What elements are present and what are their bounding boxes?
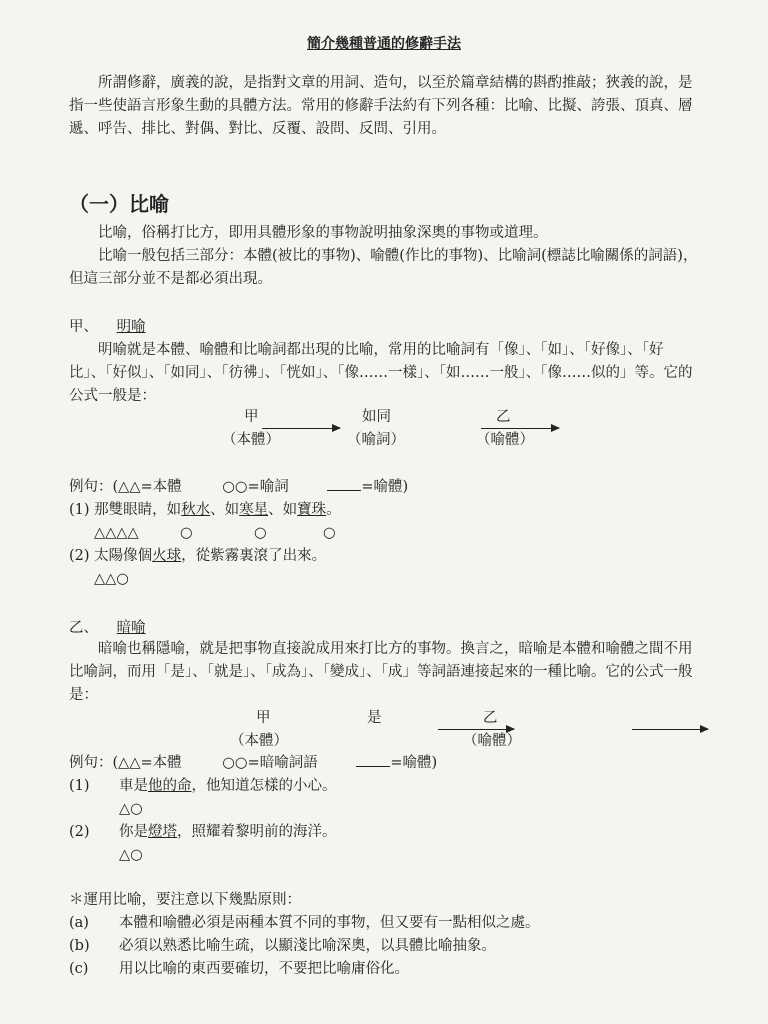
example-text: ，從紫霧裏滾了出來。 [181,548,327,564]
simile-example-1 [69,499,341,522]
legend-prefix: 例句：( [69,479,119,495]
example-text: 車是 [119,778,148,794]
arrow-icon [632,729,708,730]
example-text: 、如 [268,502,298,518]
example-vehicle: 寶珠 [297,502,327,518]
metaphor-example-1-number: (1) [69,778,90,794]
legend-marker: ○○=暗喻詞語 [222,755,318,771]
legend-vehicle: =喻體) [390,755,438,771]
intro-paragraph: 所謂修辭，廣義的說，是指對文章的用詞、造句，以至於篇章結構的斟酌推敲；狹義的說，是指一些使語言形象生動的具體方法。常用的修辭手法約有下列各種：比喻、比擬、誇張、頂真、層遞、呼告、排比、對偶、對比、反覆、設問、反問、引用。 [69,75,693,137]
simile-formula-a-note: （本體） [222,432,280,448]
notes-heading: ＊運用比喻，要注意以下幾點原則： [69,892,301,908]
example-text: 那雙眼睛，如 [94,502,182,518]
example-marks: △○ [119,801,143,817]
subheading-number: 乙、 [69,620,98,636]
metaphor-example-2 [119,821,337,844]
note-text: 用以比喻的東西要確切，不要把比喻庸俗化。 [119,961,409,977]
simile-formula-a: 甲 [244,409,259,425]
metaphor-parts: 比喻一般包括三部分：本體(被比的事物)、喻體(作比的事物)、比喻詞(標誌比喻關係的詞語)，但這三部分並不是都必須出現。 [69,248,698,287]
subheading-metaphor [69,617,146,640]
example-marks: △△△△ [94,525,139,541]
simile-definition: 明喻就是本體、喻體和比喻詞都出現的比喻，常用的比喻詞有「像」、「如」、「好像」、「好比」、「好似」、「如同」、「彷彿」、「恍如」、「像……一樣」、「如……一般」、「像……似的」等。它的公式一般是： [69,342,693,404]
example-marks: ○ [323,525,336,541]
metaphor-formula-c-note: （喻體） [463,733,521,749]
legend-prefix: 例句：( [69,755,119,771]
example-number: (2) [69,548,90,564]
example-marks: ○ [180,525,193,541]
legend-vehicle: =喻體) [361,479,409,495]
simile-formula-b-note: （喻詞） [347,432,405,448]
subheading-label: 暗喻 [116,620,146,636]
legend-blank [356,754,390,767]
metaphor-example-legend [69,752,437,775]
metaphor-definition: 比喻，俗稱打比方，即用具體形象的事物說明抽象深奧的事物或道理。 [98,225,548,241]
subheading-simile [69,316,146,339]
metaphor-formula-b: 是 [367,710,382,726]
metaphor-example-2-number: (2) [69,824,90,840]
simile-example-2 [69,545,326,568]
metaphor-formula-c: 乙 [483,710,498,726]
note-label: (b) [69,938,90,954]
legend-marker: ○○=喻詞 [222,479,289,495]
metaphor-formula-a-note: （本體） [230,733,288,749]
legend-tenor: △△=本體 [118,479,182,495]
simile-example-legend [69,476,408,499]
simile-formula-c-note: （喻體） [476,432,534,448]
metaphor-example-1 [119,775,337,798]
section-heading-metaphor: （一）比喻 [69,192,169,216]
metaphor-formula-a: 甲 [256,710,271,726]
example-vehicle: 寒星 [239,502,269,518]
example-text: 、如 [210,502,240,518]
page-title: 簡介幾種普通的修辭手法 [307,36,461,52]
example-text: 你是 [119,824,148,840]
example-text: 太陽像個 [94,548,153,564]
example-text: ，他知道怎樣的小心。 [191,778,337,794]
simile-formula-b: 如同 [362,409,391,425]
note-label: (c) [69,961,89,977]
example-vehicle: 燈塔 [148,824,177,840]
legend-tenor: △△=本體 [118,755,182,771]
subheading-number: 甲、 [69,319,98,335]
example-marks: △○ [119,847,143,863]
example-vehicle: 他的命 [148,778,192,794]
note-text: 必須以熟悉比喻生疏，以顯淺比喻深奧，以具體比喻抽象。 [119,938,496,954]
example-marks: ○ [254,525,267,541]
example-vehicle: 秋水 [181,502,211,518]
example-marks: △△○ [94,571,129,587]
example-vehicle: 火球 [152,548,182,564]
simile-formula-c: 乙 [496,409,511,425]
example-text: 。 [326,502,341,518]
example-number: (1) [69,502,90,518]
note-label: (a) [69,915,89,931]
legend-blank [327,478,361,491]
note-text: 本體和喻體必須是兩種本質不同的事物，但又要有一點相似之處。 [119,915,540,931]
subheading-label: 明喻 [116,319,146,335]
example-text: ，照耀着黎明前的海洋。 [177,824,337,840]
implicit-metaphor-definition: 暗喻也稱隱喻，就是把事物直接說成用來打比方的事物。換言之，暗喻是本體和喻體之間不用比喻詞，而用「是」、「就是」、「成為」、「變成」、「成」等詞語連接起來的一種比喻。它的公式一般是： [69,641,693,703]
